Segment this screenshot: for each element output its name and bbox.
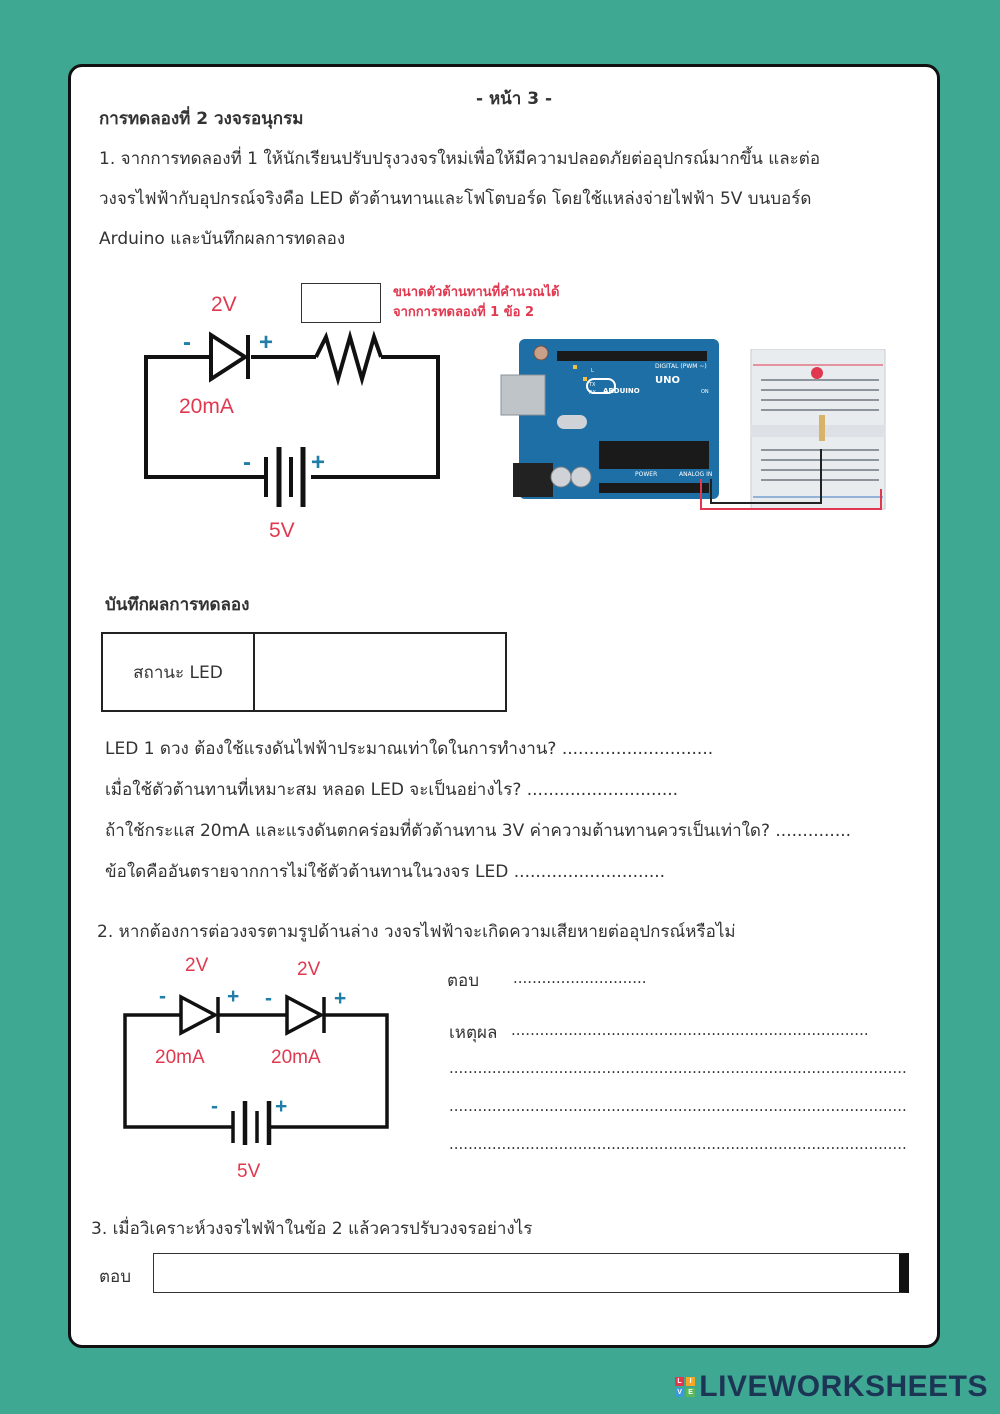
- q2-reason-field[interactable]: ...........................................................................: [511, 1021, 869, 1039]
- led2-minus: -: [265, 987, 272, 1010]
- section-title: การทดลองที่ 2 วงจรอนุกรม: [99, 109, 304, 129]
- led2-plus: +: [334, 987, 347, 1010]
- led2-voltage-label: 2V: [297, 959, 321, 980]
- led1-current-label: 20mA: [155, 1047, 205, 1068]
- arduino-name: ARDUINO: [603, 387, 640, 395]
- question-3: ถ้าใช้กระแส 20mA และแรงดันตกคร่อมที่ตัวต้านทาน 3V ค่าความต้านทานควรเป็นเท่าใด? ..............: [105, 821, 852, 841]
- arduino-on: ON: [701, 389, 709, 395]
- question-1: LED 1 ดวง ต้องใช้แรงดันไฟฟ้าประมาณเท่าใดในการทำงาน? ............................: [105, 739, 714, 759]
- resistor-note-line-1: ขนาดตัวต้านทานที่คำนวณได้: [393, 285, 560, 300]
- led1-minus: -: [159, 985, 166, 1008]
- battery-minus: -: [243, 449, 251, 476]
- q3-answer-label: ตอบ: [99, 1267, 132, 1287]
- led-current-label: 20mA: [179, 395, 234, 418]
- worksheet-page: [68, 64, 940, 1348]
- q2-reason-label: เหตุผล: [449, 1023, 498, 1043]
- led1-voltage-label: 2V: [185, 955, 209, 976]
- arduino-power-label: POWER: [635, 471, 658, 478]
- led2-current-label: 20mA: [271, 1047, 321, 1068]
- arduino-analog-label: ANALOG IN: [679, 471, 713, 478]
- q2-reason-line-3[interactable]: ................................................................................................: [449, 1097, 907, 1115]
- led-plus: +: [259, 329, 274, 356]
- led1-plus: +: [227, 985, 240, 1008]
- question-2: เมื่อใช้ตัวต้านทานที่เหมาะสม หลอด LED จะเป็นอย่างไร? ............................: [105, 780, 679, 800]
- liveworksheets-mark-icon: L I V E: [677, 1378, 694, 1396]
- liveworksheets-name: LIVEWORKSHEETS: [699, 1370, 988, 1403]
- q3-text: 3. เมื่อวิเคราะห์วงจรไฟฟ้าในข้อ 2 แล้วควรปรับวงจรอย่างไร: [91, 1219, 533, 1239]
- breadboard: [611, 349, 887, 529]
- q2-answer-field[interactable]: ............................: [513, 969, 647, 987]
- led-status-input[interactable]: [255, 634, 505, 710]
- q2-text: 2. หากต้องการต่อวงจรตามรูปด้านล่าง วงจรไฟฟ้าจะเกิดความเสียหายต่ออุปกรณ์หรือไม่: [97, 922, 736, 942]
- battery-plus: +: [311, 449, 326, 476]
- q1-line-1: 1. จากการทดลองที่ 1 ให้นักเรียนปรับปรุงวงจรใหม่เพื่อให้มีความปลอดภัยต่ออุปกรณ์มากขึ้น และต่อ: [99, 149, 821, 169]
- page-number: - หน้า 3 -: [476, 89, 553, 109]
- battery2-plus: +: [275, 1095, 288, 1118]
- q3-answer-input[interactable]: [153, 1253, 909, 1293]
- led-component: [811, 367, 823, 379]
- liveworksheets-logo: [675, 1370, 988, 1404]
- record-title: บันทึกผลการทดลอง: [105, 595, 250, 615]
- led-minus: -: [183, 329, 191, 356]
- arduino-uno-label: UNO: [655, 375, 680, 386]
- led-voltage-label: 2V: [211, 293, 237, 316]
- led-status-label: สถานะ LED: [103, 634, 255, 710]
- resistor-value-input[interactable]: [301, 283, 381, 323]
- q1-line-2: วงจรไฟฟ้ากับอุปกรณ์จริงคือ LED ตัวต้านทานและโฟโตบอร์ด โดยใช้แหล่งจ่ายไฟฟ้า 5V บนบอร์ด: [99, 189, 812, 209]
- arduino-tx: TX: [589, 382, 596, 388]
- record-table: [101, 632, 507, 712]
- q2-reason-line-4[interactable]: ................................................................................................: [449, 1135, 907, 1153]
- q2-answer-label: ตอบ: [447, 971, 480, 991]
- battery-voltage-label: 5V: [269, 519, 295, 542]
- q1-line-3: Arduino และบันทึกผลการทดลอง: [99, 229, 346, 249]
- arduino-l: L: [591, 368, 594, 374]
- arduino-digital-label: DIGITAL (PWM ~): [655, 363, 707, 370]
- battery2-minus: -: [211, 1095, 218, 1118]
- resistor-note-line-2: จากการทดลองที่ 1 ข้อ 2: [393, 305, 535, 320]
- led-symbol: [211, 335, 245, 379]
- battery2-voltage-label: 5V: [237, 1161, 261, 1182]
- question-4: ข้อใดคืออันตรายจากการไม่ใช้ตัวต้านทานในวงจร LED ............................: [105, 862, 666, 882]
- q2-reason-line-2[interactable]: ................................................................................................: [449, 1059, 907, 1077]
- arduino-rx: RX: [589, 390, 596, 396]
